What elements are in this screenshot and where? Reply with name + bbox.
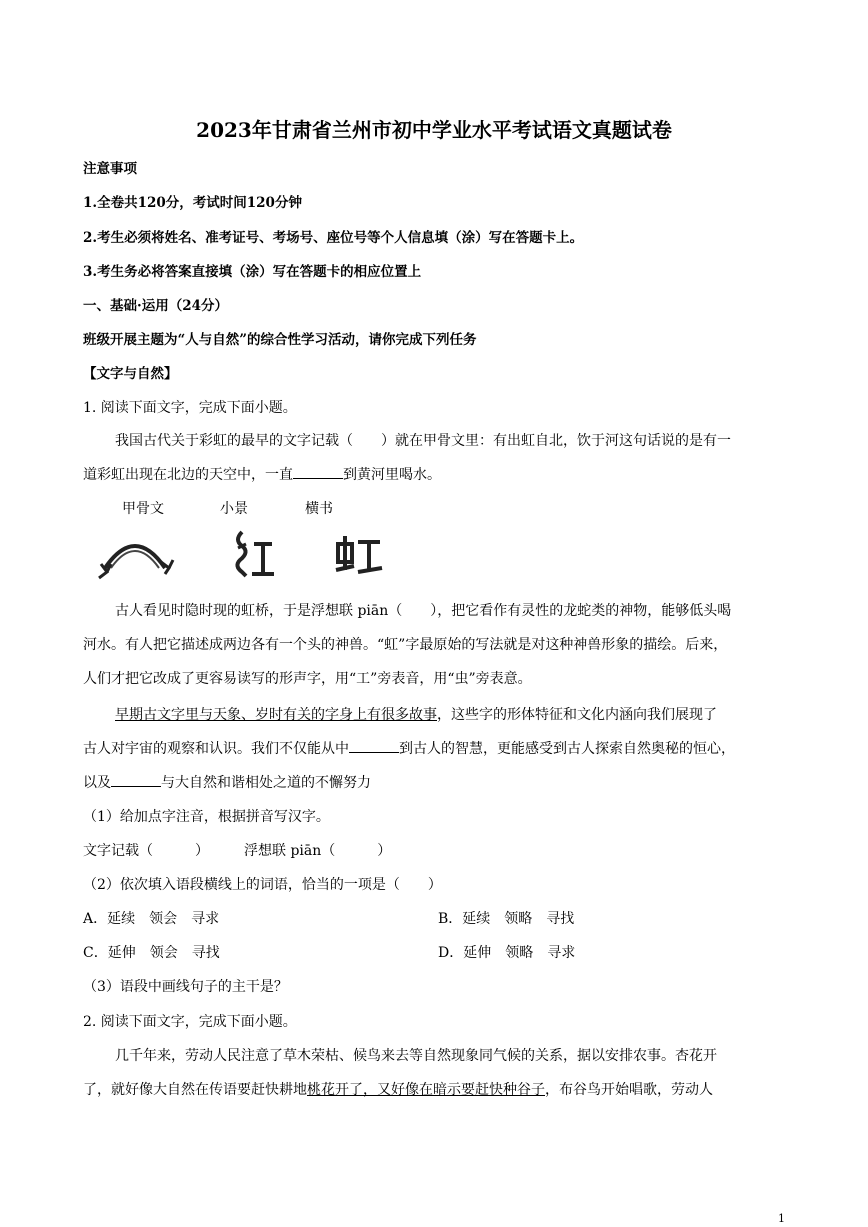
q1-para2-line3: 人们才把它改成了更容易读写的形声字，用“工”旁表音，用“虫”旁表意。 [83, 671, 532, 687]
q1-para1-line1: 我国古代关于彩虹的最早的文字记载（ ）就在甲骨文里：有出虹自北，饮于河这句话说的是有一 [115, 433, 731, 449]
fill-blank [293, 464, 343, 479]
section-intro: 班级开展主题为“人与自然”的综合性学习活动，请你完成下列任务 [83, 332, 477, 348]
q1-para3-line3: 以及 与大自然和谐相处之道的不懈努力 [83, 772, 371, 792]
option-b: B．延续 领略 寻找 [438, 911, 575, 927]
q1-sub1-b: 浮想联 piān（ ） [244, 843, 392, 859]
notice-item-1: 1.全卷共120分，考试时间120分钟 [83, 195, 302, 211]
q2-prompt: 2. 阅读下面文字，完成下面小题。 [83, 1014, 297, 1030]
q1-sub2: （2）依次填入语段横线上的词语，恰当的一项是（ ） [83, 877, 442, 893]
q1-prompt: 1. 阅读下面文字，完成下面小题。 [83, 400, 297, 416]
q1-sub1: （1）给加点字注音，根据拼音写汉字。 [83, 809, 330, 825]
option-c: C．延伸 领会 寻找 [83, 945, 220, 961]
label-regular-script: 横书 [305, 501, 333, 517]
underlined-sentence: 桃花开了，又好像在暗示要赶快种谷子 [307, 1082, 545, 1098]
underlined-sentence: 早期古文字里与天象、岁时有关的字身上有很多故事 [115, 707, 437, 723]
section-heading: 一、基础·运用（24分） [83, 298, 228, 314]
q2-line2: 了，就好像大自然在传语要赶快耕地桃花开了，又好像在暗示要赶快种谷子，布谷鸟开始唱歌，劳动人 [83, 1082, 713, 1098]
q1-para2-line2: 河水。有人把它描述成两边各有一个头的神兽。“虹”字最原始的写法就是对这种神兽形象的描绘。后来， [83, 637, 728, 653]
page-title: 2023年甘肃省兰州市初中学业水平考试语文真题试卷 [196, 118, 672, 142]
oracle-bone-hong-glyph [95, 528, 175, 582]
q1-sub1-a: 文字记载（ ） [83, 843, 209, 859]
q1-para3-line1: 早期古文字里与天象、岁时有关的字身上有很多故事，这些字的形体特征和文化内涵向我们展现了 [115, 707, 717, 723]
notice-heading: 注意事项 [83, 161, 137, 177]
fill-blank [349, 738, 399, 753]
notice-item-2: 2.考生必须将姓名、准考证号、考场号、座位号等个人信息填（涂）写在答题卡上。 [83, 230, 584, 246]
option-d: D．延伸 领略 寻求 [438, 945, 576, 961]
q2-line1: 几千年来，劳动人民注意了草木荣枯、候鸟来去等自然现象同气候的关系，据以安排农事。杏花开 [115, 1048, 717, 1064]
q1-para2-line1: 古人看见时隐时现的虹桥，于是浮想联 piān（ ），把它看作有灵性的龙蛇类的神物，能够低头喝 [115, 603, 732, 619]
label-small-seal: 小景 [220, 501, 248, 517]
subsection-label: 【文字与自然】 [83, 366, 178, 382]
q1-sub3: （3）语段中画线句子的主干是？ [83, 979, 288, 995]
page-number: 1 [778, 1212, 785, 1225]
q1-para3-line2: 古人对宇宙的观察和认识。我们不仅能从中 到古人的智慧，更能感受到古人探索自然奥秘的恒心， [83, 738, 735, 758]
q1-para1-line2: 道彩虹出现在北边的天空中，一直 到黄河里喝水。 [83, 464, 441, 484]
label-oracle-bone: 甲骨文 [122, 501, 164, 517]
fill-blank [111, 772, 161, 787]
regular-script-hong-glyph [334, 534, 384, 578]
notice-item-3: 3.考生务必将答案直接填（涂）写在答题卡的相应位置上 [83, 264, 422, 280]
option-a: A．延续 领会 寻求 [83, 911, 220, 927]
small-seal-hong-glyph [232, 526, 276, 582]
